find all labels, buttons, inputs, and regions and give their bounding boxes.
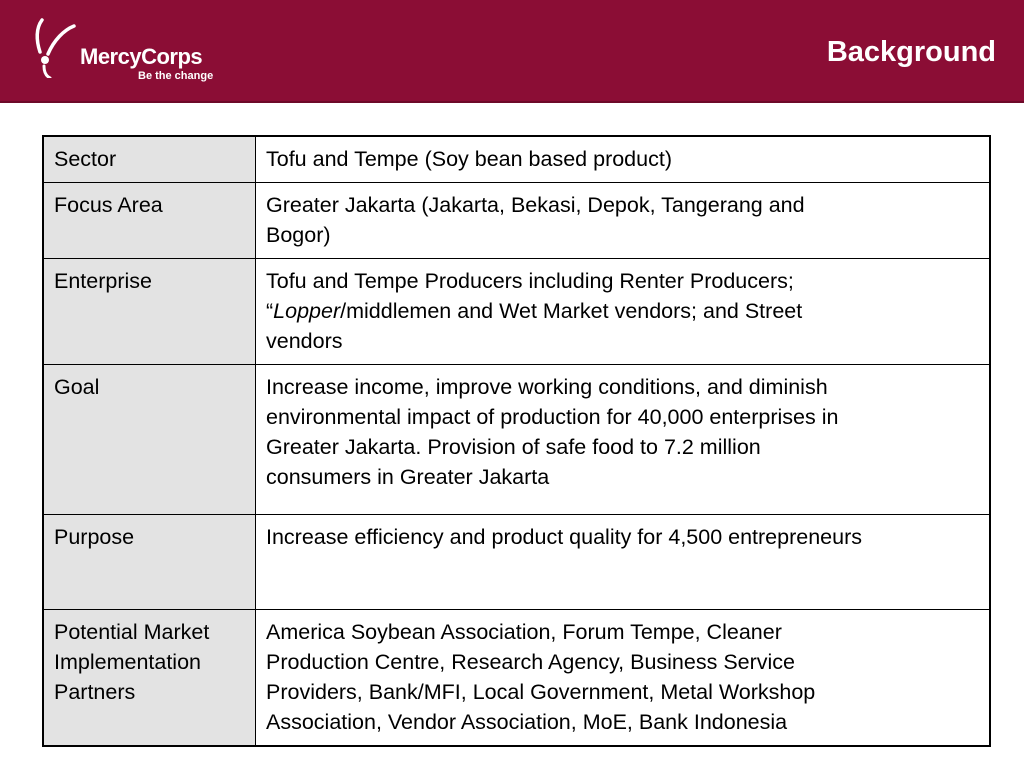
- row-label: Focus Area: [43, 183, 256, 259]
- background-table: [42, 135, 991, 747]
- row-label: Enterprise: [43, 259, 256, 365]
- header-banner: [0, 0, 1024, 103]
- table-row-enterprise: [43, 259, 990, 365]
- row-value: America Soybean Association, Forum Tempe, Cleaner Production Centre, Research Agency, Business Service Providers, Bank/MFI, Local Government, Metal Workshop Association, Vendor Association, MoE, Bank Indonesia: [256, 610, 991, 747]
- logo-figure-icon: [30, 14, 78, 78]
- row-label: Goal: [43, 365, 256, 515]
- brand-tagline: Be the change: [138, 70, 214, 82]
- table-row-partners: [43, 610, 990, 747]
- brand-name: MercyCorps: [80, 44, 203, 69]
- table-row-focus-area: [43, 183, 990, 259]
- table-row-sector: [43, 136, 990, 183]
- row-value: Increase income, improve working conditions, and diminish environmental impact of production for 40,000 enterprises in Greater Jakarta. Provision of safe food to 7.2 million consumers in Greater Jakarta: [256, 365, 991, 515]
- row-value: Increase efficiency and product quality for 4,500 entrepreneurs: [256, 515, 991, 610]
- mercycorps-logo: [30, 12, 230, 92]
- emphasis-text: Lopper: [273, 299, 341, 323]
- page-title: Background: [826, 36, 996, 68]
- table-row-goal: [43, 365, 990, 515]
- row-value: Greater Jakarta (Jakarta, Bekasi, Depok, Tangerang and Bogor): [256, 183, 991, 259]
- row-value: Tofu and Tempe Producers including Renter Producers; “Lopper/middlemen and Wet Market vendors; and Street vendors: [256, 259, 991, 365]
- row-label: Purpose: [43, 515, 256, 610]
- table-row-purpose: [43, 515, 990, 610]
- row-value: Tofu and Tempe (Soy bean based product): [256, 136, 991, 183]
- row-label: Potential Market Implementation Partners: [43, 610, 256, 747]
- row-label: Sector: [43, 136, 256, 183]
